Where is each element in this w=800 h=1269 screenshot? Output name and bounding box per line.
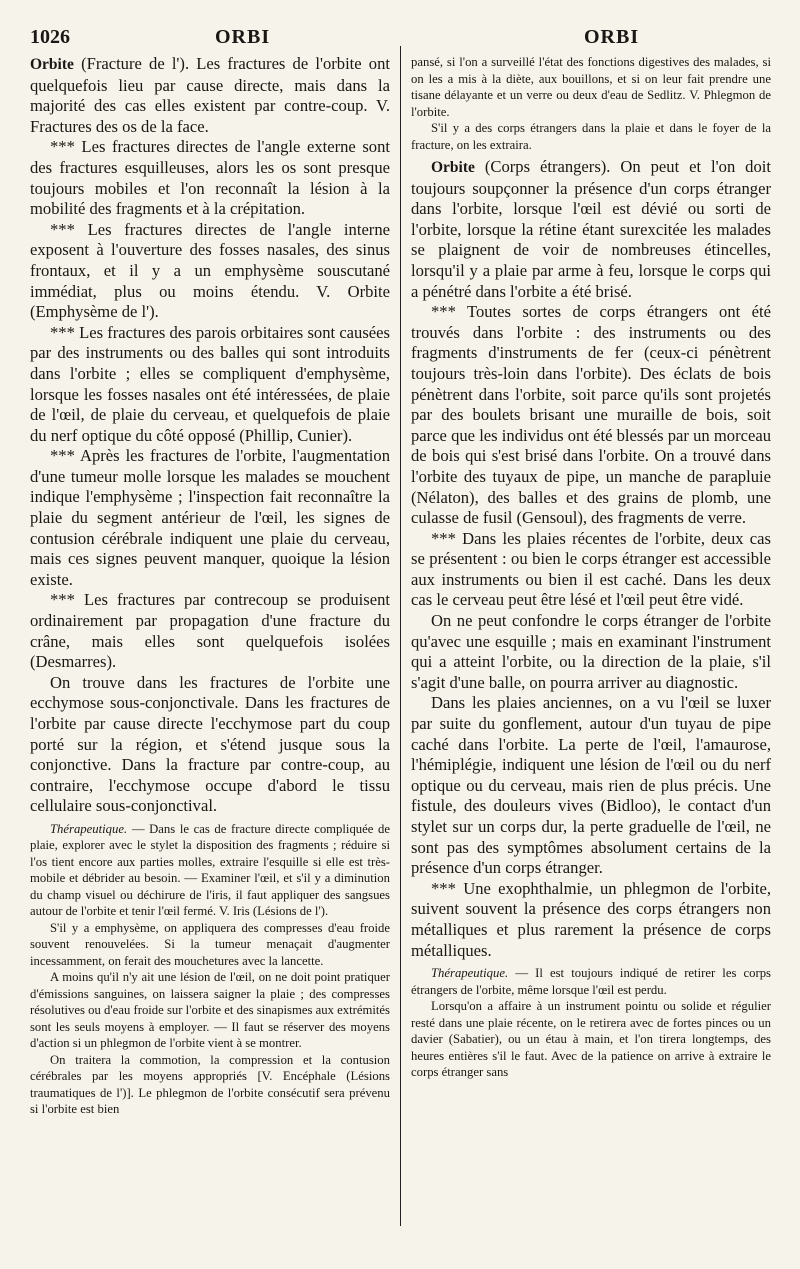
column-divider [400,46,401,1226]
paragraph: *** Après les fractures de l'orbite, l'augmentation d'une tumeur molle lorsque les malades se mouchent indique l'emphysème ; l'inspection fait reconnaître la plaie du segment antérieur de l'œil, les signes de contusion cérébrale indiquent une plaie du cerveau, mais ces signes peuvent manquer, quoique la lésion existe. [30,446,390,589]
running-head-left: ORBI [215,26,271,48]
paragraph-text: (Fracture de l'). Les fractures de l'orbite ont quelquefois lieu par cause directe, mais dans la majorité des cas elles existent par contre-coup. V. Fractures des os de la face. [30,54,391,136]
paragraph [411,965,771,998]
paragraph [411,157,771,302]
paragraph: Lorsqu'on a affaire à un instrument pointu ou solide et régulier resté dans une plaie récente, on le retirera avec de fortes pinces ou un davier (Sabatier), ou un étau à main, et l'on tirera longtemps, des heures entières s'il le faut. Avec de la patience on arrive à extraire le corps étranger sans [411,999,771,1080]
paragraph: *** Dans les plaies récentes de l'orbite, deux cas se présentent : ou bien le corps étranger est accessible aux instruments ou bien il est caché. Dans les deux cas le cerveau peut être lésé et l'œil peut être vidé. [411,528,771,610]
paragraph: S'il y a des corps étrangers dans la plaie et dans le foyer de la fracture, on les extraira. [411,121,771,152]
paragraph: *** Une exophthalmie, un phlegmon de l'orbite, suivent souvent la présence des corps étrangers non métalliques et plus rarement la présence de corps métalliques. [411,878,771,960]
paragraph: On traitera la commotion, la compression et la contusion cérébrales par les moyens appropriés [V. Encéphale (Lésions traumatiques de l')]. Le phlegmon de l'orbite consécutif sera prévenu si l'orbite est bien [30,1052,390,1117]
paragraph: S'il y a emphysème, on appliquera des compresses d'eau froide souvent renouvelées. Si la tumeur menaçait d'augmenter incessamment, on ferait des mouchetures avec la lancette. [30,920,390,968]
left-column [30,54,390,1118]
page-header [30,26,776,52]
paragraph: On trouve dans les fractures de l'orbite une ecchymose sous-conjonctivale. Dans les fractures de l'orbite par cause directe l'ecchymose part du coup porté sur la région, et s'étend jusque sous la conjonctive. Dans la fracture par contre-coup, au contraire, l'ecchymose occupe d'abord le tissu cellulaire sous-conjonctival. [30,672,390,816]
paragraph [30,54,390,137]
section-label: Thérapeutique. [431,966,509,981]
running-head-right: ORBI [584,26,640,48]
paragraph-text: — Il est toujours indiqué de retirer les corps étrangers de l'orbite, même lorsque l'œil est perdu. [411,966,771,997]
paragraph: pansé, si l'on a surveillé l'état des fonctions digestives des malades, si on les a mis à la diète, aux bouillons, et si on leur fait prendre une tisane délayante et un verre ou deux d'eau de Sedlitz. V. Phlegmon de l'orbite. [411,55,771,119]
paragraph: *** Toutes sortes de corps étrangers ont été trouvés dans l'orbite : des instruments ou des fragments d'instruments de fer (ceux-ci pénètrent toujours très-loin dans l'orbite). Des éclats de bois pénètrent dans l'orbite, soit parce qu'ils sont projetés par des boulets brisant une muraille de bois, soit parce que les individus ont été blessés par un morceau de bois qui s'est brisé dans l'orbite. On a trouvé dans l'orbite des tuyaux de pipe, un manche de parapluie (Nélaton), des balles et des grains de plomb, une culasse de fusil (Gensoul), des fragments de verre. [411,302,771,528]
paragraph-text: (Corps étrangers). On peut et l'on doit toujours soupçonner la présence d'un corps étranger dans l'orbite, lorsque l'œil est dévié ou sorti de l'orbite, lorsque la rétine étant surexcitée les malades se plaignent de voir de nombreuses étincelles, lorsqu'il y a plaie par arme à feu, lorsque le corps qui a pénétré dans l'orbite a été brisé. [411,157,771,301]
paragraph-text: — Dans le cas de fracture directe compliquée de plaie, explorer avec le stylet la disposition des fragments ; réduire si l'os tient encore aux parties molles, extraire l'esquille si elle est très-mobile et débrider au besoin. — Examiner l'œil, et s'il y a diminution du champ visuel ou déchirure de l'iris, il faut appliquer des sangsues autour de l'orbite et tenir l'œil fermé. V. Iris (Lésions de l'). [30,821,390,919]
paragraph [30,821,390,920]
paragraph: On ne peut confondre le corps étranger de l'orbite qu'avec une esquille ; mais en examinant l'instrument qui a atteint l'orbite, ou la direction de la plaie, s'il s'agit d'une balle, on pourra arriver au diagnostic. [411,611,771,692]
paragraph: A moins qu'il n'y ait une lésion de l'œil, on ne doit point pratiquer d'émissions sanguines, on laissera saigner la plaie ; des compresses résolutives ou d'eau froide sur l'orbite et des sinapismes aux extrémités sont les seuls moyens à employer. — Il faut se réserver des moyens d'action si un phlegmon de l'orbite vient à se montrer. [30,970,390,1051]
paragraph: *** Les fractures directes de l'angle interne exposent à l'ouverture des fosses nasales, des sinus frontaux, et il y a un emphysème souscutané immédiat, plus ou moins étendu. V. Orbite (Emphysème de l'). [30,219,390,322]
page-number: 1026 [30,26,70,48]
section-label: Thérapeutique. [50,821,128,836]
entry-headword: Orbite [30,56,74,73]
paragraph: *** Les fractures des parois orbitaires sont causées par des instruments ou des balles qui sont introduits dans l'orbite ; elles se compliquent d'emphysème, lorsque les fosses nasales ont été intéressées, de plaie de l'œil, de plaie du cerveau, et quelquefois de plaie du nerf optique du côté opposé (Phillip, Cunier). [30,322,390,445]
paragraph: Dans les plaies anciennes, on a vu l'œil se luxer par suite du gonflement, autour d'un tuyau de pipe caché dans l'orbite. La perte de l'œil, l'amaurose, l'hémiplégie, indiquent une lésion de l'œil ou du nerf optique ou du cerveau, mais rien de plus précis. Une fistule, des douleurs vives (Bidloo), le contact d'un stylet sur un corps dur, la perte graduelle de l'œil, ne sont pas des symptômes absolument certains de la présence d'un corps étranger. [411,693,771,878]
paragraph: *** Les fractures par contrecoup se produisent ordinairement par propagation d'une fracture du crâne, mais elles sont quelquefois isolées (Desmarres). [30,590,390,672]
entry-headword: Orbite [431,159,475,176]
right-column [411,54,771,1081]
paragraph: *** Les fractures directes de l'angle externe sont des fractures esquilleuses, alors les os sont presque toujours mobiles et l'on reconnaît la lésion à la mobilité des fragments et à la crépitation. [30,137,390,219]
